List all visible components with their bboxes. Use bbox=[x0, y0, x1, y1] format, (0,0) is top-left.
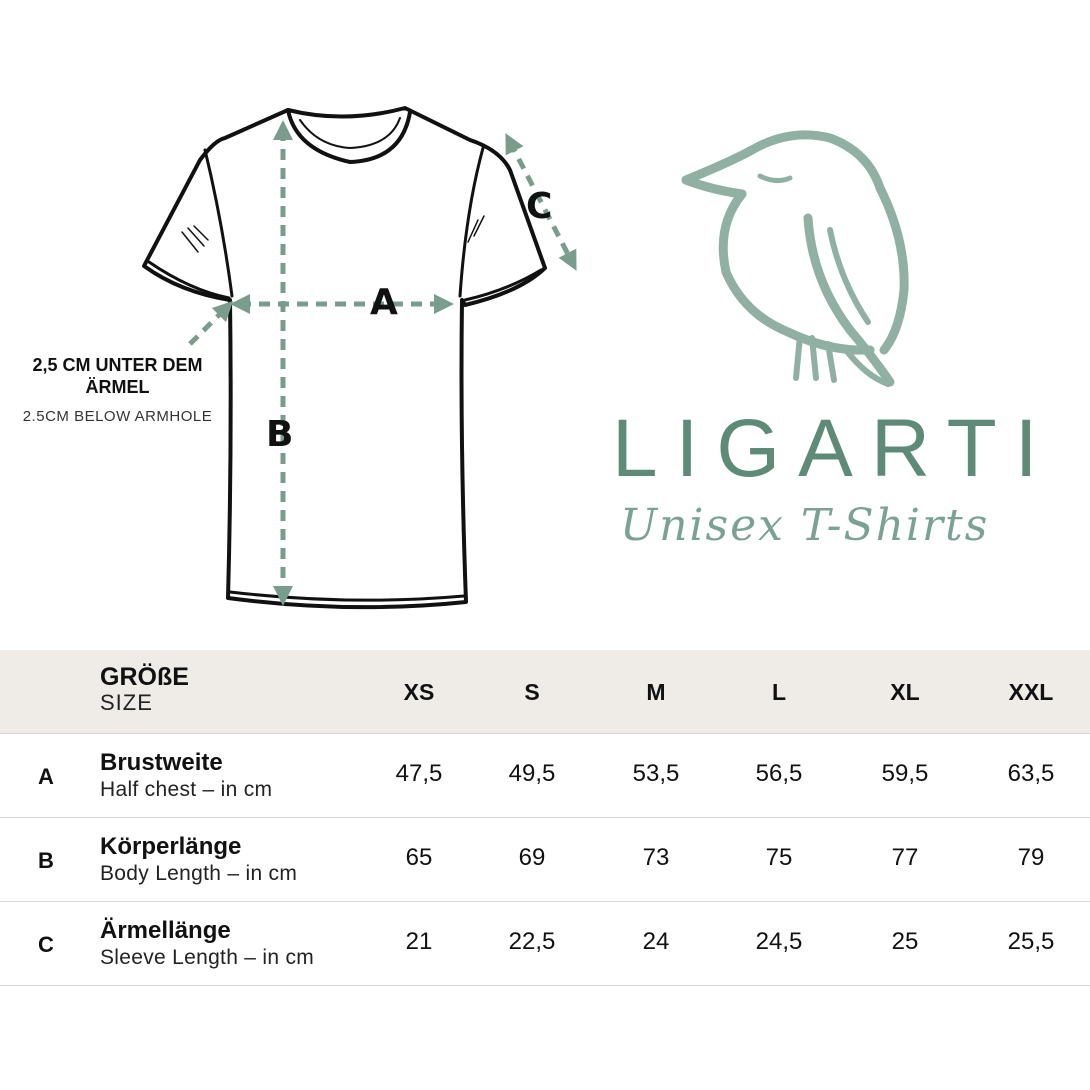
table-cell: 53,5 bbox=[632, 760, 680, 787]
dimension-label-a: A bbox=[370, 282, 398, 323]
table-header-row bbox=[0, 650, 1090, 734]
table-cell: 59,5 bbox=[881, 760, 929, 787]
brand-tagline: Unisex T-Shirts bbox=[620, 500, 990, 551]
table-row bbox=[0, 818, 1090, 902]
measurement-arrows bbox=[190, 130, 572, 596]
table-cell: 25 bbox=[891, 928, 919, 955]
table-cell: 56,5 bbox=[755, 760, 803, 787]
table-cell: 25,5 bbox=[1007, 928, 1055, 955]
header-title: GRÖßE bbox=[100, 663, 189, 691]
size-table bbox=[0, 650, 1090, 986]
row-title: Brustweite bbox=[100, 749, 223, 776]
size-label: L bbox=[771, 679, 787, 705]
row-subtitle: Sleeve Length – in cm bbox=[100, 946, 315, 969]
table-row bbox=[0, 734, 1090, 818]
table-cell: 69 bbox=[518, 844, 546, 871]
bird-logo-icon bbox=[686, 135, 904, 384]
size-label: XL bbox=[890, 679, 920, 705]
table-row bbox=[0, 902, 1090, 986]
size-label: XS bbox=[403, 679, 435, 705]
size-label: S bbox=[524, 679, 540, 705]
table-cell: 49,5 bbox=[508, 760, 556, 787]
row-title: Körperlänge bbox=[100, 833, 242, 860]
brand-name: LIGARTI bbox=[612, 403, 1056, 494]
row-subtitle: Body Length – in cm bbox=[100, 862, 298, 885]
table-cell: 24,5 bbox=[755, 928, 803, 955]
table-cell: 73 bbox=[642, 844, 670, 871]
size-label: XXL bbox=[1008, 679, 1054, 705]
size-label: M bbox=[646, 679, 666, 705]
row-title: Ärmellänge bbox=[100, 917, 231, 944]
row-code: C bbox=[38, 932, 54, 957]
armhole-note-english: 2.5CM BELOW ARMHOLE bbox=[22, 408, 213, 425]
table-cell: 77 bbox=[891, 844, 919, 871]
header-subtitle: SIZE bbox=[100, 690, 153, 715]
dimension-label-c: C bbox=[526, 186, 553, 227]
table-cell: 24 bbox=[642, 928, 670, 955]
table-cell: 79 bbox=[1017, 844, 1045, 871]
table-cell: 65 bbox=[405, 844, 433, 871]
table-cell: 75 bbox=[765, 844, 793, 871]
row-subtitle: Half chest – in cm bbox=[100, 778, 273, 801]
table-cell: 63,5 bbox=[1007, 760, 1055, 787]
armhole-note-german: 2,5 CM UNTER DEM ÄRMEL bbox=[32, 355, 203, 397]
arrow-armhole-note bbox=[190, 308, 226, 344]
dimension-label-b: B bbox=[266, 414, 294, 455]
row-code: B bbox=[38, 848, 54, 873]
table-cell: 22,5 bbox=[508, 928, 556, 955]
table-cell: 47,5 bbox=[395, 760, 443, 787]
row-code: A bbox=[38, 764, 54, 789]
table-cell: 21 bbox=[405, 928, 433, 955]
